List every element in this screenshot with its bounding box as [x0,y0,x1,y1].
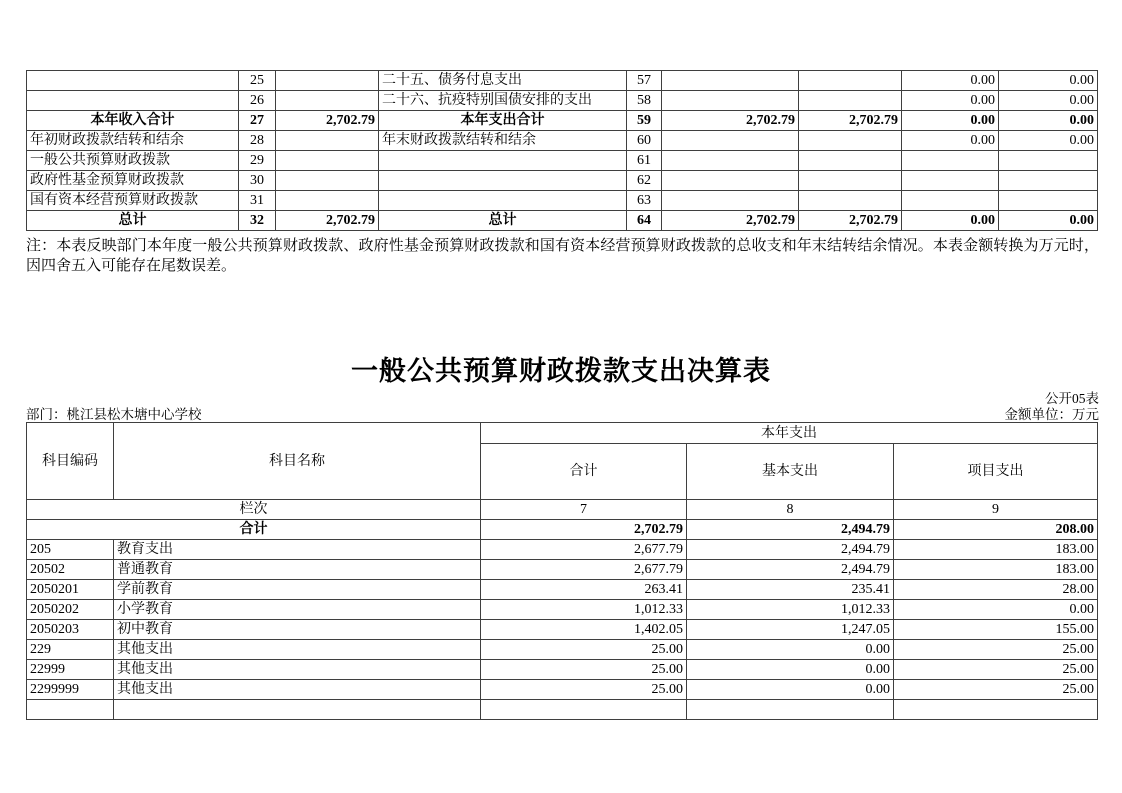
expense-table-row [27,540,1098,560]
total-amount-cell: 25.00 [481,640,687,660]
expense-table-row [27,600,1098,620]
column-group-header-year-expense: 本年支出 [481,423,1098,444]
expense-amount-cell-3 [902,171,999,191]
income-amount-cell [276,71,379,91]
income-item-cell [27,71,239,91]
project-amount-cell: 183.00 [894,560,1098,580]
expense-item-cell [379,151,627,171]
expense-amount-cell-1: 2,702.79 [662,111,799,131]
income-item-cell: 本年收入合计 [27,111,239,131]
expense-item-cell: 二十五、债务付息支出 [379,71,627,91]
column-header-subject-name: 科目名称 [114,423,481,500]
expense-item-cell: 二十六、抗疫特别国债安排的支出 [379,91,627,111]
grand-total-project: 208.00 [894,520,1098,540]
subject-code-cell: 20502 [27,560,114,580]
total-amount-cell [481,700,687,720]
expense-amount-cell-3 [902,151,999,171]
expense-amount-cell-1 [662,171,799,191]
income-line-number-cell: 28 [239,131,276,151]
summary-table-body [27,71,1098,231]
subject-name-cell [114,700,481,720]
expense-line-number-cell: 57 [627,71,662,91]
expense-amount-cell-4: 0.00 [999,111,1098,131]
basic-amount-cell [687,700,894,720]
expense-amount-cell-1 [662,71,799,91]
expense-table-row [27,580,1098,600]
subject-name-cell: 其他支出 [114,640,481,660]
expense-table-row [27,680,1098,700]
summary-table-row [27,91,1098,111]
income-line-number-cell: 29 [239,151,276,171]
expense-table-row [27,640,1098,660]
table-code-label: 公开05表 [1045,391,1099,406]
column-index-label: 栏次 [27,500,481,520]
page-title: 一般公共预算财政拨款支出决算表 [351,356,771,386]
expense-amount-cell-2 [799,171,902,191]
expense-item-cell: 年末财政拨款结转和结余 [379,131,627,151]
expense-line-number-cell: 64 [627,211,662,231]
expense-amount-cell-1: 2,702.79 [662,211,799,231]
income-item-cell: 政府性基金预算财政拨款 [27,171,239,191]
project-amount-cell: 25.00 [894,660,1098,680]
income-item-cell: 年初财政拨款结转和结余 [27,131,239,151]
expense-amount-cell-2 [799,191,902,211]
summary-table-row [27,211,1098,231]
subject-code-cell: 2299999 [27,680,114,700]
expense-line-number-cell: 59 [627,111,662,131]
expense-table-row [27,560,1098,580]
basic-amount-cell: 1,012.33 [687,600,894,620]
expense-table-body [27,423,1098,720]
income-line-number-cell: 27 [239,111,276,131]
summary-table [26,70,1098,231]
income-amount-cell: 2,702.79 [276,111,379,131]
expense-amount-cell-4: 0.00 [999,71,1098,91]
expense-amount-cell-2: 2,702.79 [799,211,902,231]
expense-amount-cell-2 [799,71,902,91]
income-line-number-cell: 25 [239,71,276,91]
expense-amount-cell-4 [999,191,1098,211]
income-item-cell: 国有资本经营预算财政拨款 [27,191,239,211]
expense-amount-cell-1 [662,151,799,171]
expense-amount-cell-1 [662,91,799,111]
basic-amount-cell: 0.00 [687,680,894,700]
subject-name-cell: 初中教育 [114,620,481,640]
column-header-basic: 基本支出 [687,444,894,500]
expense-amount-cell-2: 2,702.79 [799,111,902,131]
income-line-number-cell: 30 [239,171,276,191]
subject-name-cell: 普通教育 [114,560,481,580]
expense-line-number-cell: 63 [627,191,662,211]
subject-name-cell: 其他支出 [114,680,481,700]
subject-name-cell: 其他支出 [114,660,481,680]
subject-code-cell [27,700,114,720]
total-amount-cell: 2,677.79 [481,540,687,560]
income-amount-cell [276,191,379,211]
grand-total-row [27,520,1098,540]
income-line-number-cell: 26 [239,91,276,111]
basic-amount-cell: 0.00 [687,640,894,660]
income-amount-cell: 2,702.79 [276,211,379,231]
expense-amount-cell-4 [999,151,1098,171]
subject-name-cell: 学前教育 [114,580,481,600]
expense-amount-cell-1 [662,191,799,211]
total-amount-cell: 263.41 [481,580,687,600]
income-amount-cell [276,131,379,151]
project-amount-cell: 183.00 [894,540,1098,560]
expense-amount-cell-1 [662,131,799,151]
project-amount-cell [894,700,1098,720]
expense-item-cell: 总计 [379,211,627,231]
expense-amount-cell-3: 0.00 [902,71,999,91]
subject-code-cell: 2050203 [27,620,114,640]
table-note: 注：本表反映部门本年度一般公共预算财政拨款、政府性基金预算财政拨款和国有资本经营预算财政拨款的总收支和年末结转结余情况。本表金额转换为万元时，因四舍五入可能存在尾数误差。 [26,238,1099,274]
department-label: 部门：桃江县松木塘中心学校 [26,407,202,422]
subject-name-cell: 小学教育 [114,600,481,620]
summary-table-row [27,151,1098,171]
summary-table-row [27,131,1098,151]
grand-total-total: 2,702.79 [481,520,687,540]
expense-amount-cell-4: 0.00 [999,211,1098,231]
expense-amount-cell-2 [799,91,902,111]
column-header-project: 项目支出 [894,444,1098,500]
expense-amount-cell-3: 0.00 [902,131,999,151]
expense-item-cell [379,171,627,191]
subject-code-cell: 229 [27,640,114,660]
project-amount-cell: 25.00 [894,680,1098,700]
total-amount-cell: 1,012.33 [481,600,687,620]
basic-amount-cell: 2,494.79 [687,540,894,560]
income-line-number-cell: 32 [239,211,276,231]
income-amount-cell [276,91,379,111]
expense-amount-cell-3 [902,191,999,211]
column-header-subject-code: 科目编码 [27,423,114,500]
subject-code-cell: 22999 [27,660,114,680]
total-amount-cell: 25.00 [481,660,687,680]
income-item-cell: 一般公共预算财政拨款 [27,151,239,171]
expense-amount-cell-3: 0.00 [902,111,999,131]
column-header-total: 合计 [481,444,687,500]
total-amount-cell: 2,677.79 [481,560,687,580]
expense-amount-cell-2 [799,151,902,171]
summary-table-row [27,191,1098,211]
expense-amount-cell-3: 0.00 [902,91,999,111]
expense-line-number-cell: 58 [627,91,662,111]
expense-table-row [27,620,1098,640]
expense-table-header-row-1 [27,423,1098,444]
grand-total-label: 合计 [27,520,481,540]
basic-amount-cell: 235.41 [687,580,894,600]
project-amount-cell: 25.00 [894,640,1098,660]
income-amount-cell [276,151,379,171]
total-amount-cell: 25.00 [481,680,687,700]
expense-amount-cell-4 [999,171,1098,191]
total-amount-cell: 1,402.05 [481,620,687,640]
subject-code-cell: 2050201 [27,580,114,600]
project-amount-cell: 28.00 [894,580,1098,600]
summary-table-row [27,71,1098,91]
subject-name-cell: 教育支出 [114,540,481,560]
expense-table-row [27,660,1098,680]
income-item-cell: 总计 [27,211,239,231]
expense-item-cell [379,191,627,211]
basic-amount-cell: 2,494.79 [687,560,894,580]
column-index-project: 9 [894,500,1098,520]
income-amount-cell [276,171,379,191]
expense-amount-cell-3: 0.00 [902,211,999,231]
grand-total-basic: 2,494.79 [687,520,894,540]
summary-table-row [27,111,1098,131]
project-amount-cell: 155.00 [894,620,1098,640]
column-index-basic: 8 [687,500,894,520]
income-line-number-cell: 31 [239,191,276,211]
basic-amount-cell: 1,247.05 [687,620,894,640]
expense-line-number-cell: 61 [627,151,662,171]
expense-amount-cell-4: 0.00 [999,131,1098,151]
expense-line-number-cell: 62 [627,171,662,191]
unit-label: 金额单位：万元 [1004,407,1099,422]
meta-row [26,403,1099,423]
expense-item-cell: 本年支出合计 [379,111,627,131]
summary-table-row [27,171,1098,191]
expense-table [26,422,1098,720]
subject-code-cell: 2050202 [27,600,114,620]
expense-table-row [27,700,1098,720]
project-amount-cell: 0.00 [894,600,1098,620]
expense-amount-cell-2 [799,131,902,151]
income-item-cell [27,91,239,111]
subject-code-cell: 205 [27,540,114,560]
expense-line-number-cell: 60 [627,131,662,151]
basic-amount-cell: 0.00 [687,660,894,680]
column-index-row [27,500,1098,520]
column-index-total: 7 [481,500,687,520]
expense-amount-cell-4: 0.00 [999,91,1098,111]
